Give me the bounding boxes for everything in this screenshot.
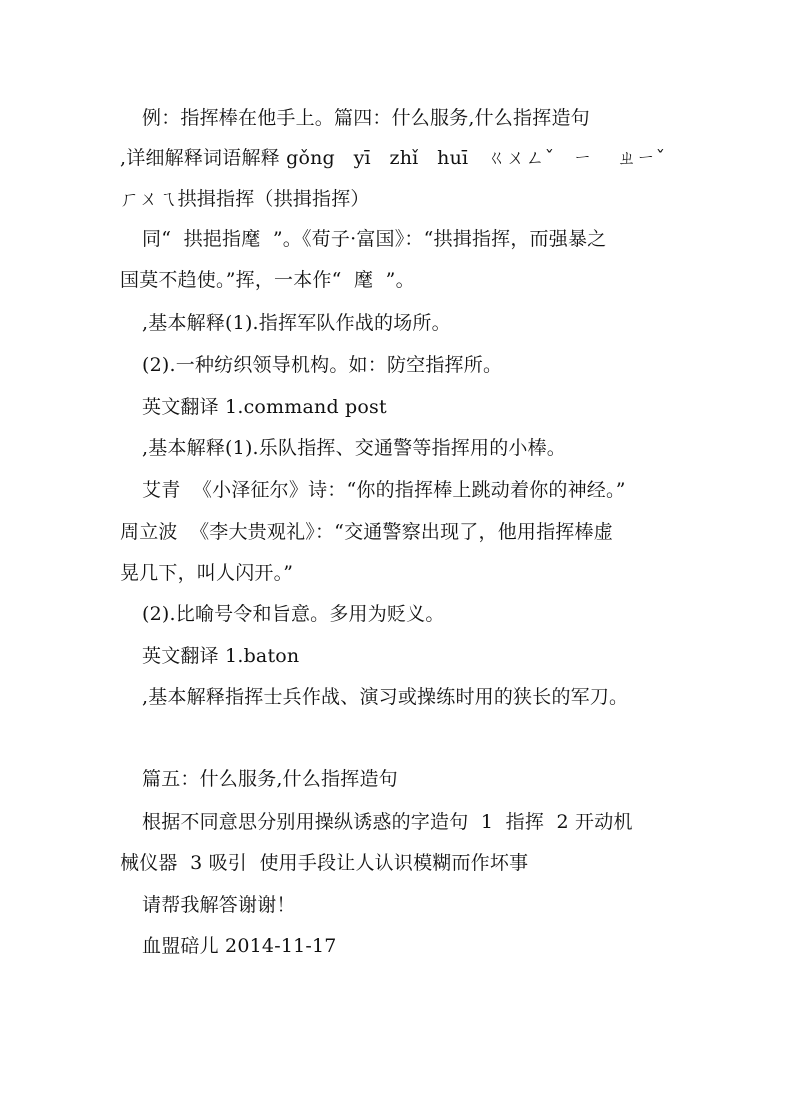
text-line: ,基本解释(1).乐队指挥、交通警等指挥用的小棒。 xyxy=(142,437,566,459)
text-line: 英文翻译 1.baton xyxy=(142,645,300,667)
text-line: 艾青 《小泽征尔》诗：“你的指挥棒上跳动着你的神经。” xyxy=(142,479,626,501)
text-line: (2).比喻号令和旨意。多用为贬义。 xyxy=(142,603,445,625)
text-line: ,基本解释(1).指挥军队作战的场所。 xyxy=(142,312,451,334)
text-line: 周立波 《李大贵观礼》：“交通警察出现了，他用指挥棒虚 xyxy=(120,521,613,543)
text-line: ㄏㄨㄟ拱揖指挥（拱揖指挥） xyxy=(120,188,370,210)
text-line: 根据不同意思分别用操纵诱惑的字造句 1 指挥 2 开动机 xyxy=(142,811,633,833)
text-line: (2).一种纺织领导机构。如：防空指挥所。 xyxy=(142,354,503,376)
text-line: 血盟碚儿 2014-11-17 xyxy=(142,935,337,957)
text-line: 国莫不趋使。”挥，一本作“ 麾 ”。 xyxy=(120,269,415,291)
text-line: 例：指挥棒在他手上。篇四：什么服务,什么指挥造句 xyxy=(142,107,590,129)
text-line: ,基本解释指挥士兵作战、演习或操练时用的狭长的军刀。 xyxy=(142,686,629,708)
text-line: 晃几下，叫人闪开。” xyxy=(120,562,294,584)
text-line: 英文翻译 1.command post xyxy=(142,396,387,418)
text-line: 同“ 拱挹指麾 ”。《荀子·富国》：“拱揖指挥，而强暴之 xyxy=(142,228,607,250)
text-line: 械仪器 3 吸引 使用手段让人认识模糊而作坏事 xyxy=(120,852,529,874)
text-line: ,详细解释词语解释 gǒng yī zhǐ huī ㄍㄨㄥˇ ㄧ ㄓㄧˇ xyxy=(120,147,666,169)
text-line: 篇五：什么服务,什么指挥造句 xyxy=(142,768,398,790)
text-line: 请帮我解答谢谢！ xyxy=(142,894,296,916)
